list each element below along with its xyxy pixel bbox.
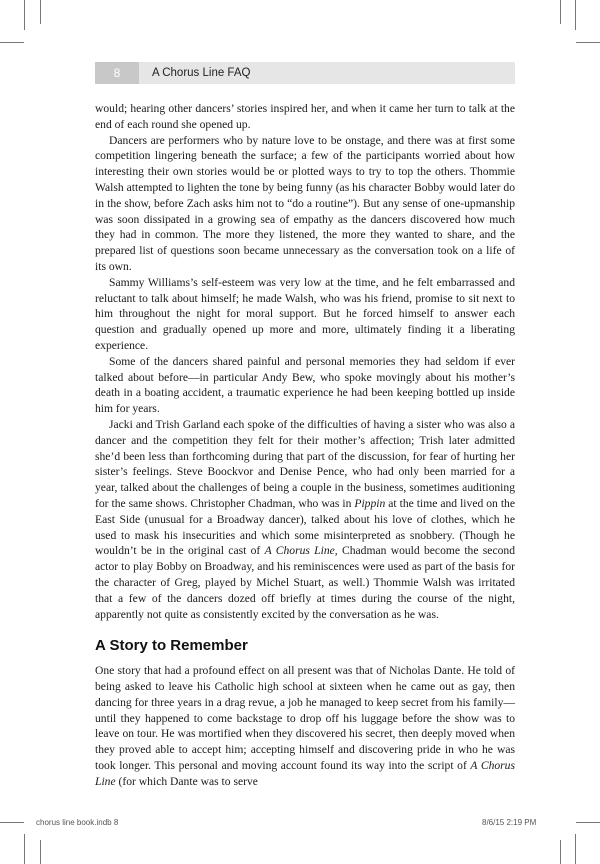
paragraph (95, 417, 515, 622)
paragraph-text: Jacki and Trish Garland each spoke of the difficulties of having a sister who was also a dancer and the competition they felt for their mother’s affection; Trish later admitted she’d been less than forthcoming during that part of the discussion, for fear of hurting her sister’s feelings. Steve Boockvor and Denise Pence, who had only been married for a year, talked about the challenges of being a couple in the business, sometimes auditioning for the same shows. Christopher Chadman, who was in (95, 417, 515, 510)
section-heading: A Story to Remember (95, 637, 248, 655)
running-title: A Chorus Line FAQ (152, 67, 251, 79)
paragraph-text: at the time and lived on the East Side (unusual for a Broadway dancer), talked about his love of clothes, which he used to mask his insecurities and which some misinterpreted as snobbery. (Though he wouldn’t be in the original cast of (95, 496, 515, 558)
paragraph-text: One story that had a profound effect on all present was that of Nicholas Dante. He told of being asked to leave his Catholic high school at sixteen when he came out as gay, then dancing for three years in a drag revue, a job he managed to keep secret from his family—until they happened to come backstage to drop off his luggage before the show was to leave on tour. He was mortified when they discovered his secret, then deeply moved when they proved able to accept him; accepting himself and discovering pride in who he was took longer. This personal and moving account found its way into the script of (95, 664, 515, 773)
crop-mark (24, 834, 25, 864)
slug-date: 8/6/15 2:19 PM (482, 818, 537, 827)
book-title-italic: A Chorus Line (95, 759, 515, 788)
crop-mark (576, 42, 600, 43)
paragraph: Dancers are performers who by nature love to be onstage, and there was at first some competition lingering beneath the surface; a few of the participants worried about how interesting their own stories would be or plotted ways to try to top the others. Thommie Walsh attempted to lighten the tone by being funny (as his character Bobby would later do in the show, before Zach asks him not to “do a routine”). But any sense of one-upmanship was soon dissipated in a growing sea of empathy as the dancers discovered how much they had in common. The more they listened, the more they wanted to share, and the prepared list of questions soon became unnecessary as the conversation took on a life of its own. (95, 133, 515, 273)
paragraph-text: , Chadman would become the second actor to play Bobby on Broadway, and his reminiscences were used as part of the basis for the character of Greg, played by Michel Stuart, as well.) Thommie Walsh was irritated that a few of the dancers dozed off briefly at times during the course of the night, apparently not quite as consistently excited by the conversation as he was. (95, 544, 515, 621)
crop-mark (575, 834, 576, 864)
crop-mark (40, 0, 41, 24)
crop-mark (575, 0, 576, 30)
page-number: 8 (95, 62, 139, 84)
slug-filename: chorus line book.indb 8 (36, 818, 119, 827)
book-title-italic: A Chorus Line (264, 544, 335, 558)
paragraph (95, 663, 515, 789)
crop-mark (0, 42, 24, 43)
paragraph: Sammy Williams’s self-esteem was very low at the time, and he felt embarrassed and reluctant to talk about himself; he made Walsh, who was his friend, promise to sit next to him throughout the night for moral support. But he forced himself to answer each question and gradually opened up more and more, ultimately finding it a liberating experience. (95, 275, 515, 352)
crop-mark (560, 840, 561, 864)
crop-mark (576, 822, 600, 823)
crop-mark (0, 822, 24, 823)
paragraph: would; hearing other dancers’ stories inspired her, and when it came her turn to talk at the end of each round she opened up. (95, 102, 515, 131)
crop-mark (24, 0, 25, 30)
crop-mark (560, 0, 561, 24)
show-title-italic: Pippin (354, 496, 386, 510)
body-text (95, 101, 515, 790)
paragraph: Some of the dancers shared painful and personal memories they had seldom if ever talked about before—in particular Andy Bew, who spoke movingly about his mother’s death in a boating accident, a traumatic experience he had been keeping bottled up inside him for years. (95, 354, 515, 416)
paragraph-text: (for which Dante was to serve (115, 774, 258, 788)
crop-mark (40, 840, 41, 864)
